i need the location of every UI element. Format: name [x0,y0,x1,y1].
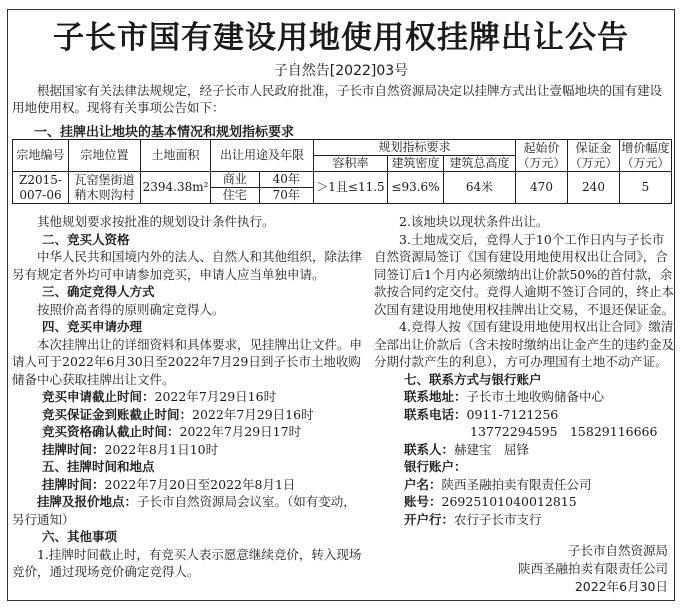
signature-block [518,542,668,596]
section-4-title: 四、竞买申请办理 [42,319,143,334]
bank-label: 银行账户： [404,459,467,474]
parcel-table [12,139,672,204]
branch-line [374,511,674,529]
address-value: 子长市土地收购储备中心 [466,389,605,404]
confirm-value: 2022年7月29日17时 [179,424,302,439]
deposit-time-value: 2022年7月29日16时 [192,406,314,422]
header-area: 土地面积 [141,140,211,172]
cell-start-price: 470 [516,172,568,204]
address-line [374,388,674,406]
deadline-line [12,388,364,406]
contact-line [374,441,674,459]
header-height: 建筑总高度 [444,156,516,172]
item-1-text: 1.挂牌时间截止时，有竞买人表示愿意继续竞价，转入现场竞价，通过现场竞价确定竞得人。 [12,546,362,579]
section-1-title: 一、挂牌出让地块的基本情况和规划指标要求 [34,125,295,140]
cell-use-2: 住宅 [211,188,260,204]
other-plan-text: 其他规划要求按批准的规划设计条件执行。 [37,214,275,229]
notice-title: 子长市国有建设用地使用权挂牌出让公告 [53,20,629,56]
confirm-line [12,423,364,441]
place-line [12,493,364,528]
table-row [13,172,672,188]
account-line [374,493,674,511]
item-3-text: 3.土地成交后，竞得人于10个工作日内与子长市自然资源局签订《国有建设用地使用权出让合同》，合同签订后1个月内必须缴纳出让价款50%的首付款，余款按合同约定交付。竞得人逾期不签订合同的，终止本次国有建设用地使用权挂牌出让交易，不退还保证金。 [374,231,675,317]
branch-label: 开户行： [404,511,455,527]
confirm-label: 竞买资格确认截止时间： [42,424,180,439]
header-use-term: 出让用途及年限 [211,140,314,172]
header-start-price: 起始价（万元） [517,140,566,170]
signer-org-2: 陕西圣融拍卖有限责任公司 [517,561,668,576]
holder-label: 户名： [404,476,442,492]
deadline-value: 2022年7月29日16时 [154,389,277,404]
signer-org-1: 子长市自然资源局 [567,543,668,558]
phone-line [374,406,674,424]
section-3-title: 三、确定竞得人方式 [42,284,155,299]
header-location: 宗地位置 [69,140,141,172]
doc-number: 子自然告[2022]03号 [273,63,409,79]
section-5-title: 五、挂牌时间和地点 [42,459,155,474]
phone-value-1: 0911-7121256 [466,406,559,422]
intro-paragraph: 根据国家有关法律法规规定，经子长市人民政府批准，子长市自然资源局决定以挂牌方式出让壹幅地块的国有建设用地使用权。现将有关事项公告如下： [12,83,663,115]
phone-label: 联系电话： [404,406,467,422]
period-value: 2022年7月20日至2022年8月1日 [104,476,296,492]
table-header-row [13,140,672,156]
listing-value: 2022年8月1日10时 [104,441,219,457]
cell-deposit: 240 [568,172,620,204]
place-label: 挂牌及报价地点： [37,494,138,509]
section-6-title: 六、其他事项 [42,529,118,544]
deadline-label: 竞买申请截止时间： [42,389,155,404]
item-2-text: 2.该地块以现状条件出让。 [399,214,549,229]
header-code: 宗地编号 [13,140,69,172]
header-increment: 增价幅度（万元） [621,140,670,170]
cell-term-2: 70年 [259,188,313,204]
period-line [12,476,364,494]
section-4-text: 本次挂牌出让的详细资料和具体要求，见挂牌出让文件。申请人可于2022年6月30日至2022年7月29日到子长市土地收购储备中心获取挂牌出让文件。 [12,336,363,387]
cell-term-1: 40年 [259,172,313,188]
section-2-title: 二、竞买人资格 [42,231,130,247]
section-2-text: 中华人民共和国境内外的法人、自然人和其他组织，除法律另有规定者外均可申请参加竞买，申请人应当单独申请。 [12,249,363,282]
contact-value: 赫建宝 屈锋 [454,441,530,457]
phone-value-2: 13772294595 15829116666 [470,424,658,439]
branch-value: 农行子长市支行 [454,511,542,527]
cell-density: ≤93.6% [388,172,444,204]
deposit-time-line [12,406,364,424]
period-label: 挂牌时间： [42,476,105,492]
section-7-title: 七、联系方式与银行账户 [404,371,542,387]
cell-increment: 5 [620,172,672,204]
header-deposit: 保证金（万元） [569,140,618,170]
sign-date: 2022年6月30日 [574,579,668,594]
section-3-text: 按照价高者得的原则确定竞得人。 [37,301,225,317]
listing-label: 挂牌时间： [42,441,105,457]
account-label: 账号： [404,494,442,509]
cell-area: 2394.38m² [141,172,211,204]
account-value: 26925101040012815 [441,494,577,509]
deposit-time-label: 竞买保证金到账截止时间： [42,406,193,422]
cell-location: 瓦窑堡街道稍木则沟村 [69,172,141,204]
cell-height: 64米 [444,172,516,204]
address-label: 联系地址： [404,389,467,404]
holder-line [374,476,674,494]
holder-value: 陕西圣融拍卖有限责任公司 [441,476,592,492]
cell-far: ＞1且≤11.5 [314,172,388,204]
contact-label: 联系人： [404,441,455,457]
place-value: 子长市自然资源局会议室。（如有变动，另行通知） [12,494,356,527]
cell-code: Z2015-007-06 [13,172,69,204]
header-far: 容积率 [314,156,388,172]
right-column [374,213,674,528]
header-plan: 规划指标要求 [314,140,516,156]
left-column [12,213,364,581]
cell-use-1: 商业 [211,172,260,188]
listing-line [12,441,364,459]
header-density: 建筑密度 [388,156,444,172]
item-4-text: 4.竞得人按《国有建设用地使用权出让合同》缴清全部出让价款后（含未按时缴纳出让金产生的违约金及分期付款产生的利息），方可办理国有土地不动产证。 [374,319,675,369]
